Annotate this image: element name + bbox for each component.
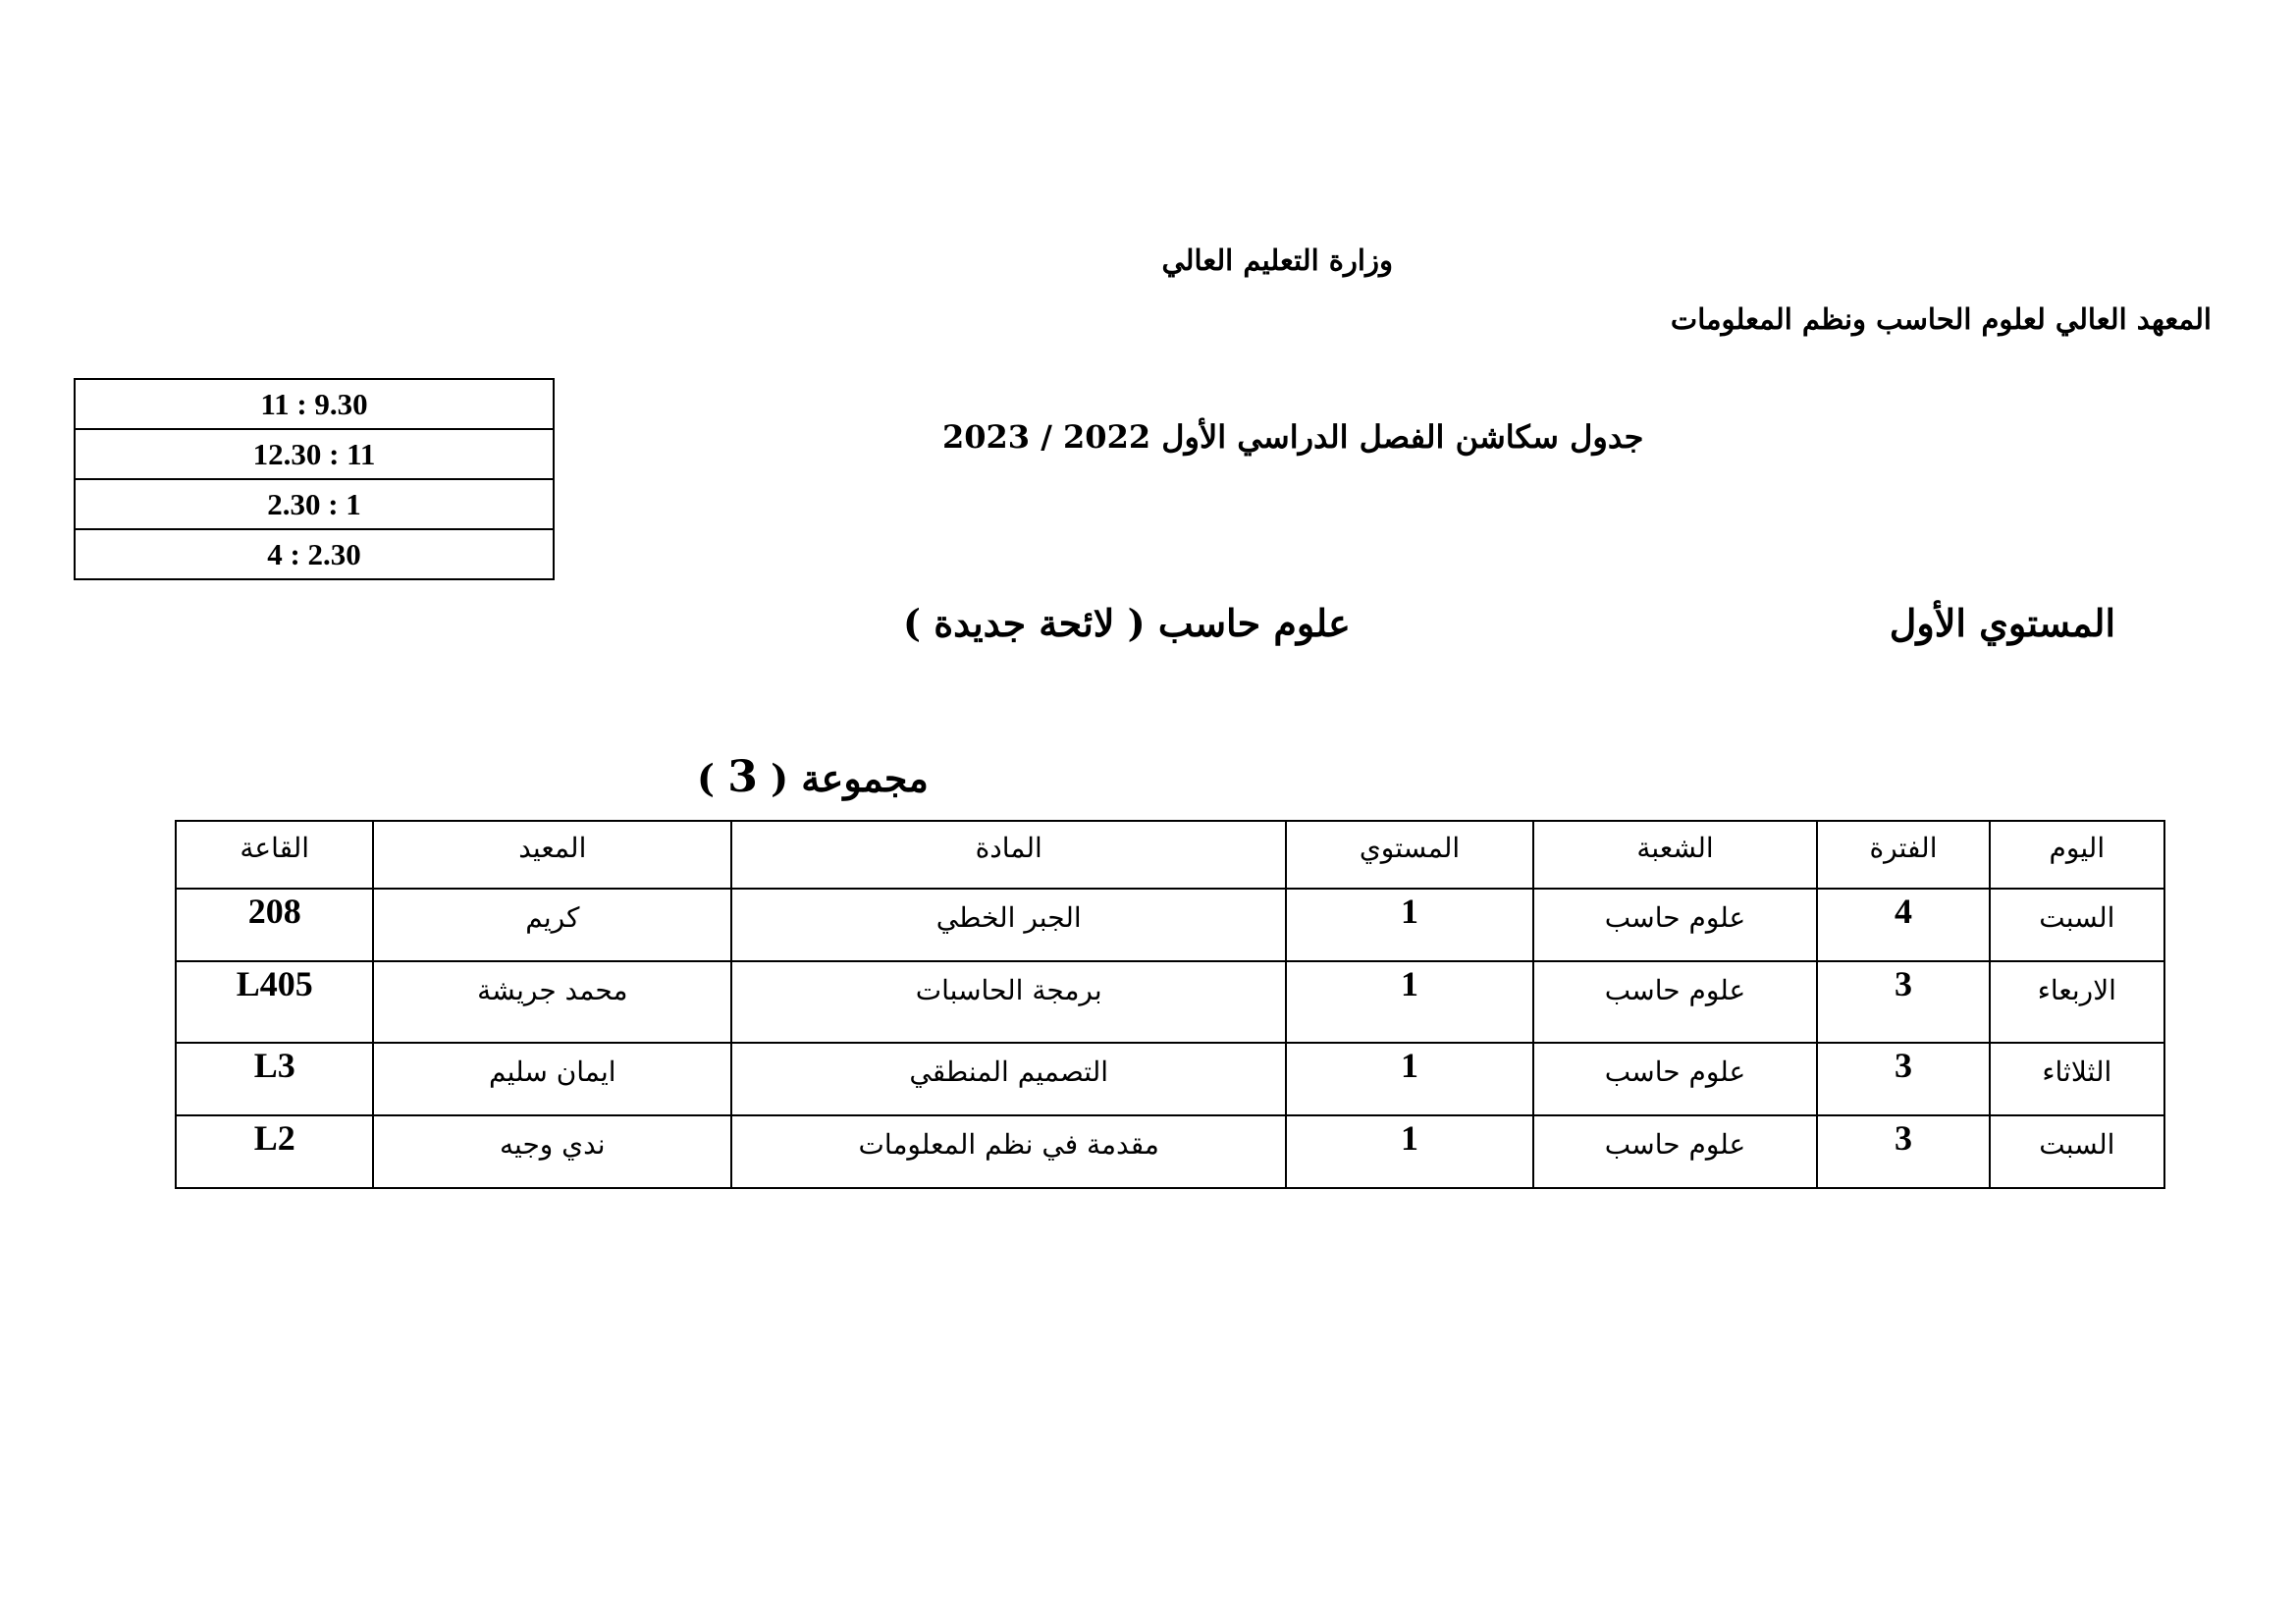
cell-day: الاربعاء bbox=[1990, 961, 2164, 1043]
group-title bbox=[697, 752, 929, 802]
table-header-row bbox=[176, 821, 2164, 889]
cell-division: علوم حاسب bbox=[1533, 1115, 1818, 1188]
cell-division: علوم حاسب bbox=[1533, 1043, 1818, 1115]
cell-day: السبت bbox=[1990, 889, 2164, 961]
table-row bbox=[176, 1115, 2164, 1188]
header-division: الشعبة bbox=[1533, 821, 1818, 889]
cell-subject: برمجة الحاسبات bbox=[731, 961, 1286, 1043]
cell-level: 1 bbox=[1286, 889, 1532, 961]
period-cell: 11 : 9.30 bbox=[75, 379, 554, 429]
schedule-table bbox=[175, 820, 2165, 1189]
cell-room: 208 bbox=[176, 889, 373, 961]
institute-name: المعهد العالي لعلوم الحاسب ونظم المعلومات bbox=[1670, 302, 2212, 336]
level-title: المستوي الأول bbox=[1889, 601, 2115, 645]
group-close: ) bbox=[697, 756, 715, 800]
cell-period: 4 bbox=[1817, 889, 1989, 961]
cell-division: علوم حاسب bbox=[1533, 961, 1818, 1043]
cell-instructor: ندي وجيه bbox=[373, 1115, 731, 1188]
period-row bbox=[75, 379, 554, 429]
table-row bbox=[176, 961, 2164, 1043]
period-row bbox=[75, 529, 554, 579]
header-instructor: المعيد bbox=[373, 821, 731, 889]
period-cell: 2.30 : 1 bbox=[75, 479, 554, 529]
cell-subject: مقدمة في نظم المعلومات bbox=[731, 1115, 1286, 1188]
table-row bbox=[176, 889, 2164, 961]
header-day: اليوم bbox=[1990, 821, 2164, 889]
cell-day: السبت bbox=[1990, 1115, 2164, 1188]
group-number: 3 bbox=[727, 752, 758, 802]
header-subject: المادة bbox=[731, 821, 1286, 889]
period-cell: 4 : 2.30 bbox=[75, 529, 554, 579]
cell-day: الثلاثاء bbox=[1990, 1043, 2164, 1115]
header-period: الفترة bbox=[1817, 821, 1989, 889]
cell-level: 1 bbox=[1286, 1115, 1532, 1188]
schedule-title: جدول سكاشن الفصل الدراسي الأول 2022 / 2023 bbox=[942, 418, 1644, 456]
header-level: المستوي bbox=[1286, 821, 1532, 889]
period-cell: 12.30 : 11 bbox=[75, 429, 554, 479]
period-row bbox=[75, 479, 554, 529]
ministry-name: وزارة التعليم العالي bbox=[1161, 244, 1393, 277]
cell-room: L405 bbox=[176, 961, 373, 1043]
cell-period: 3 bbox=[1817, 961, 1989, 1043]
cell-level: 1 bbox=[1286, 1043, 1532, 1115]
period-row bbox=[75, 429, 554, 479]
group-label: مجموعة ( bbox=[771, 756, 929, 800]
department-title: علوم حاسب ( لائحة جديدة ) bbox=[903, 601, 1351, 645]
cell-division: علوم حاسب bbox=[1533, 889, 1818, 961]
header-room: القاعة bbox=[176, 821, 373, 889]
table-row bbox=[176, 1043, 2164, 1115]
cell-instructor: محمد جريشة bbox=[373, 961, 731, 1043]
cell-instructor: ايمان سليم bbox=[373, 1043, 731, 1115]
cell-room: L2 bbox=[176, 1115, 373, 1188]
periods-table bbox=[74, 378, 555, 580]
cell-subject: التصميم المنطقي bbox=[731, 1043, 1286, 1115]
cell-subject: الجبر الخطي bbox=[731, 889, 1286, 961]
cell-instructor: كريم bbox=[373, 889, 731, 961]
cell-level: 1 bbox=[1286, 961, 1532, 1043]
cell-period: 3 bbox=[1817, 1043, 1989, 1115]
cell-room: L3 bbox=[176, 1043, 373, 1115]
cell-period: 3 bbox=[1817, 1115, 1989, 1188]
